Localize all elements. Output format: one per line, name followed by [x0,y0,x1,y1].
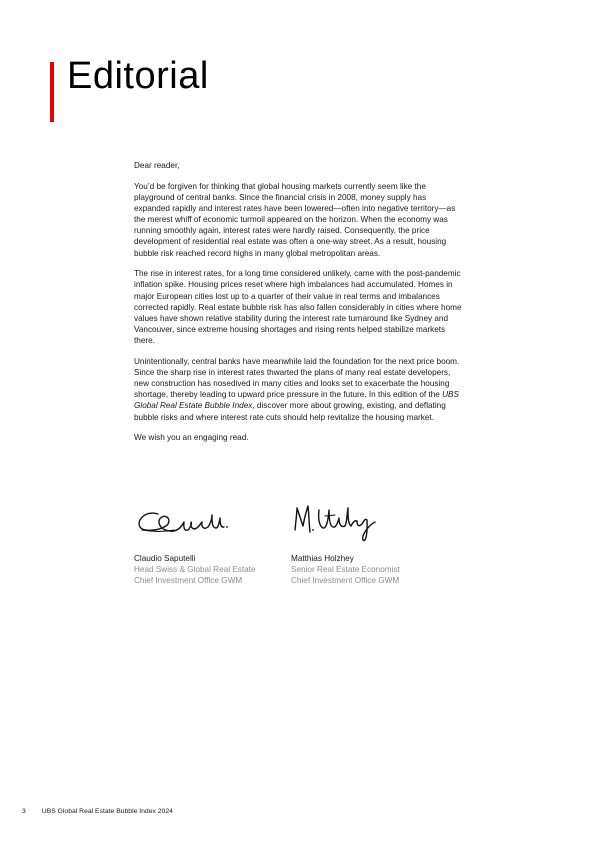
paragraph-3-text-after: , discover more about growing, existing, and deflating bubble risks and where interest rate cuts should help revitalize the housing market. [134,401,446,422]
signature-saputelli [134,500,244,550]
signatory-saputelli [134,500,294,586]
salutation: Dear reader, [134,161,180,170]
paragraph-3 [134,356,464,423]
signature-holzhey [291,500,401,550]
paragraph-2: The rise in interest rates, for a long time considered unlikely, came with the post-pandemic inflation spike. Housing prices reset where high imbalances had accumulated. Homes in major European cities lost up to a quarter of their value in real terms and imbalances corrected rapidly. Real estate bubble risk has also fallen considerably in cities where home values have shown relative stability during the interest rate turnaround like Sydney and Vancouver, since extreme housing shortages and rising rents helped stabilize markets there. [134,269,462,346]
signatory-role: Senior Real Estate Economist [291,565,400,574]
title-accent-bar [50,62,54,122]
signatory-holzhey [291,500,451,586]
signatory-name: Matthias Holzhey [291,554,354,563]
signatures [134,500,464,600]
paragraph-3-text-before: Unintentionally, central banks have meanwhile laid the foundation for the next price boom. Since the sharp rise in interest rates thwarted the plans of many real estate developers, new construction has nosedived in many cities and looks set to exacerbate the housing shortage, thereby leading to upward price pressure in the future. In this edition of the [134,356,460,400]
page-footer [22,808,173,815]
page-number: 3 [22,808,26,815]
editorial-letter [134,160,464,453]
signatory-department: Chief Investment Office GWM [134,576,243,585]
publication-name: UBS Global Real Estate Bubble Index 2024 [41,808,173,815]
paragraph-1: You’d be forgiven for thinking that global housing markets currently seem like the playground of central banks. Since the financial crisis in 2008, money supply has expanded rapidly and interest rates have been lowered—often into negative territory—as the merest whiff of economic turmoil appeared on the horizon. When the economy was running smoothly again, interest rates were hardly raised. Consequently, the price development of residential real estate was often a one-way street. As a result, housing bubble risk reached record highs in many global metropolitan areas. [134,181,456,258]
closing: We wish you an engaging read. [134,433,249,443]
signatory-name: Claudio Saputelli [134,554,196,563]
page-title: Editorial [67,55,209,97]
signatory-role: Head Swiss & Global Real Estate [134,565,256,574]
publication-title-italic: UBS Global Real Estate Bubble Index [134,390,459,411]
signatory-department: Chief Investment Office GWM [291,576,400,585]
